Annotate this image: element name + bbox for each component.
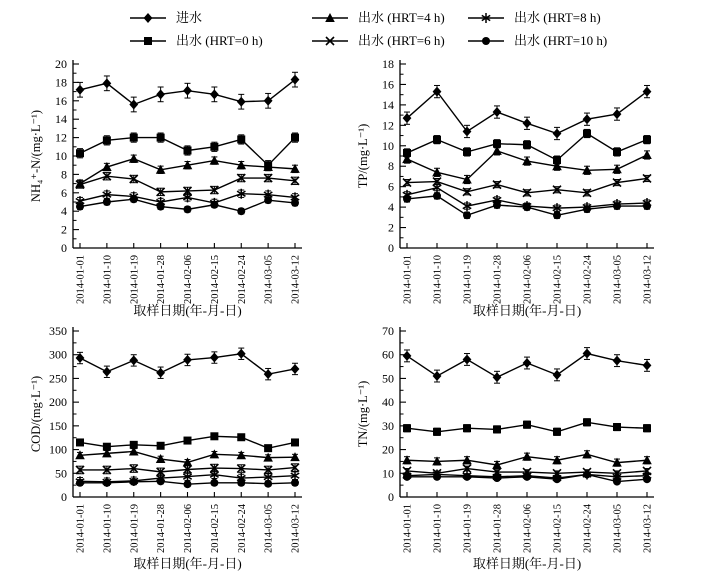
marker-diamond-icon	[76, 85, 85, 95]
y-tick-label: 100	[49, 442, 67, 457]
marker-circle-icon	[184, 205, 192, 213]
x-tick-label: 2014-02-24	[582, 255, 594, 304]
y-tick-label: 2	[61, 222, 67, 237]
marker-square-icon	[493, 425, 501, 433]
marker-diamond-icon	[210, 353, 219, 363]
marker-diamond-icon	[493, 372, 502, 382]
x-tick-label: 2014-03-12	[642, 504, 654, 553]
legend-label: 出水 (HRT=8 h)	[514, 10, 601, 25]
marker-circle-icon	[493, 474, 501, 482]
subplot-tn	[352, 319, 705, 582]
y-tick-label: 16	[382, 77, 394, 92]
y-tick-label: 12	[382, 118, 394, 133]
marker-square-icon	[76, 149, 84, 157]
marker-square-icon	[130, 134, 138, 142]
marker-circle-icon	[130, 478, 138, 486]
x-tick-label: 2014-01-01	[75, 504, 87, 553]
marker-square-icon	[103, 136, 111, 144]
marker-circle-icon	[403, 195, 411, 203]
marker-triangle-icon	[522, 452, 532, 461]
series-triangle	[75, 154, 300, 188]
legend-label: 出水 (HRT=0 h)	[176, 33, 263, 48]
marker-circle-icon	[237, 479, 245, 487]
marker-circle-icon	[583, 470, 591, 478]
marker-diamond-icon	[291, 75, 300, 85]
marker-triangle-icon	[582, 449, 592, 458]
y-tick-label: 16	[55, 93, 67, 108]
legend-key-square	[130, 34, 168, 48]
subplot-tp	[352, 56, 705, 319]
x-tick-label: 2014-01-01	[402, 504, 414, 553]
x-tick-label: 2014-02-15	[552, 504, 564, 553]
marker-triangle-icon	[129, 154, 139, 163]
marker-circle-icon	[482, 37, 490, 45]
x-tick-label: 2014-03-12	[290, 504, 302, 553]
marker-circle-icon	[433, 473, 441, 481]
marker-square-icon	[184, 146, 192, 154]
y-tick-label: 14	[55, 112, 67, 127]
marker-diamond-icon	[463, 354, 472, 364]
marker-diamond-icon	[493, 107, 502, 117]
chart-legend	[0, 0, 705, 56]
y-axis-label: TN/(mg·L⁻¹)	[356, 380, 370, 448]
y-tick-label: 40	[382, 395, 394, 410]
y-tick-label: 20	[382, 442, 394, 457]
legend-item-diamond	[130, 9, 202, 27]
legend-item-triangle	[312, 9, 445, 27]
marker-circle-icon	[184, 480, 192, 488]
marker-circle-icon	[210, 479, 218, 487]
y-tick-label: 4	[388, 200, 394, 215]
y-axis-label: COD/(mg·L⁻¹)	[29, 375, 43, 453]
y-tick-label: 12	[55, 130, 67, 145]
marker-square-icon	[463, 424, 471, 432]
x-tick-label: 2014-02-24	[582, 504, 594, 553]
y-tick-label: 150	[49, 418, 67, 433]
legend-item-square	[130, 32, 263, 50]
marker-square-icon	[291, 134, 299, 142]
marker-square-icon	[291, 438, 299, 446]
x-axis-label: 取样日期(年-月-日)	[472, 303, 582, 318]
x-tick-label: 2014-03-12	[290, 255, 302, 304]
x-tick-label: 2014-01-28	[156, 504, 168, 553]
x-tick-label: 2014-02-06	[183, 255, 194, 304]
x-tick-label: 2014-03-05	[612, 255, 624, 304]
marker-circle-icon	[463, 473, 471, 481]
marker-circle-icon	[76, 479, 84, 487]
marker-diamond-icon	[237, 97, 246, 107]
marker-triangle-icon	[642, 150, 652, 159]
marker-diamond-icon	[291, 364, 300, 374]
y-tick-label: 50	[382, 371, 394, 386]
marker-diamond-icon	[129, 99, 138, 109]
marker-circle-icon	[583, 205, 591, 213]
x-tick-label: 2014-02-06	[183, 504, 194, 553]
marker-triangle-icon	[432, 167, 442, 176]
marker-square-icon	[157, 442, 165, 450]
marker-circle-icon	[264, 480, 272, 488]
marker-diamond-icon	[156, 89, 165, 99]
y-tick-label: 20	[55, 57, 67, 71]
x-axis-label: 取样日期(年-月-日)	[133, 303, 242, 318]
x-tick-label: 2014-03-12	[642, 255, 654, 304]
marker-circle-icon	[433, 192, 441, 200]
marker-square-icon	[144, 37, 152, 45]
marker-circle-icon	[643, 475, 651, 483]
marker-square-icon	[613, 148, 621, 156]
marker-circle-icon	[523, 203, 531, 211]
marker-diamond-icon	[553, 370, 562, 380]
legend-item-circle	[468, 32, 607, 50]
y-tick-label: 0	[61, 241, 67, 255]
marker-circle-icon	[523, 473, 531, 481]
y-tick-label: 0	[388, 241, 394, 255]
y-tick-label: 350	[49, 324, 67, 338]
y-axis-label: NH₄⁺-N/(mg·L⁻¹)	[29, 109, 43, 203]
legend-key-asterisk	[468, 11, 506, 25]
marker-circle-icon	[553, 211, 561, 219]
marker-diamond-icon	[643, 87, 652, 97]
y-tick-label: 8	[61, 167, 67, 182]
y-tick-label: 10	[55, 149, 67, 163]
x-tick-label: 2014-01-19	[129, 504, 141, 553]
marker-circle-icon	[613, 478, 621, 486]
marker-square-icon	[583, 418, 591, 426]
marker-circle-icon	[264, 196, 272, 204]
y-tick-label: 10	[382, 138, 394, 153]
legend-item-x	[312, 32, 445, 50]
legend-label: 出水 (HRT=10 h)	[514, 33, 608, 48]
marker-square-icon	[264, 444, 272, 452]
marker-circle-icon	[130, 195, 138, 203]
marker-square-icon	[463, 148, 471, 156]
x-tick-label: 2014-02-24	[236, 504, 248, 553]
marker-square-icon	[523, 421, 531, 429]
marker-square-icon	[433, 428, 441, 436]
marker-diamond-icon	[102, 367, 111, 377]
legend-key-x	[312, 34, 350, 48]
marker-diamond-icon	[403, 351, 412, 361]
marker-square-icon	[643, 424, 651, 432]
x-tick-label: 2014-03-05	[263, 504, 275, 553]
subplot-cod	[0, 319, 352, 582]
marker-square-icon	[643, 136, 651, 144]
marker-circle-icon	[553, 475, 561, 483]
series-square	[76, 432, 299, 452]
marker-diamond-icon	[433, 371, 442, 381]
marker-circle-icon	[237, 207, 245, 215]
legend-key-diamond	[130, 11, 168, 25]
marker-square-icon	[433, 136, 441, 144]
subplot-nh4n	[0, 56, 352, 319]
x-tick-label: 2014-01-28	[492, 504, 504, 553]
x-tick-label: 2014-01-28	[156, 255, 168, 304]
x-tick-label: 2014-01-19	[129, 255, 141, 304]
y-tick-label: 18	[382, 57, 394, 71]
series-diamond	[76, 72, 300, 112]
x-tick-label: 2014-02-24	[236, 255, 248, 304]
marker-diamond-icon	[129, 355, 138, 365]
marker-circle-icon	[157, 203, 165, 211]
marker-circle-icon	[463, 211, 471, 219]
y-tick-label: 18	[55, 75, 67, 90]
marker-diamond-icon	[613, 356, 622, 366]
marker-circle-icon	[613, 202, 621, 210]
y-axis-label: TP/(mg·L⁻¹)	[356, 123, 370, 189]
x-tick-label: 2014-03-05	[612, 504, 624, 553]
y-tick-label: 30	[382, 418, 394, 433]
y-tick-label: 250	[49, 371, 67, 386]
legend-label: 出水 (HRT=4 h)	[358, 10, 445, 25]
x-tick-label: 2014-01-01	[75, 255, 87, 304]
marker-square-icon	[237, 135, 245, 143]
marker-square-icon	[157, 134, 165, 142]
y-tick-label: 50	[55, 466, 67, 481]
marker-diamond-icon	[264, 369, 273, 379]
marker-diamond-icon	[237, 349, 246, 359]
marker-diamond-icon	[523, 358, 532, 368]
x-tick-label: 2014-01-10	[432, 504, 444, 553]
x-tick-label: 2014-01-19	[462, 504, 474, 553]
marker-diamond-icon	[264, 96, 273, 106]
x-axis-label: 取样日期(年-月-日)	[472, 556, 582, 571]
marker-circle-icon	[210, 201, 218, 209]
x-tick-label: 2014-01-10	[102, 255, 114, 304]
marker-square-icon	[210, 143, 218, 151]
x-tick-label: 2014-02-06	[522, 255, 534, 304]
marker-circle-icon	[103, 198, 111, 206]
marker-square-icon	[583, 130, 591, 138]
x-tick-label: 2014-03-05	[263, 255, 275, 304]
y-tick-label: 6	[388, 179, 394, 194]
marker-square-icon	[553, 428, 561, 436]
marker-triangle-icon	[642, 455, 652, 464]
y-tick-label: 0	[388, 490, 394, 504]
x-tick-label: 2014-01-28	[492, 255, 504, 304]
x-tick-label: 2014-01-19	[462, 255, 474, 304]
marker-square-icon	[403, 424, 411, 432]
series-diamond	[403, 348, 652, 384]
legend-key-triangle	[312, 11, 350, 25]
marker-diamond-icon	[183, 86, 192, 96]
marker-diamond-icon	[643, 360, 652, 370]
marker-triangle-icon	[210, 156, 220, 165]
marker-square-icon	[184, 437, 192, 445]
marker-circle-icon	[493, 201, 501, 209]
marker-circle-icon	[76, 203, 84, 211]
series-square	[403, 418, 651, 435]
y-tick-label: 14	[382, 97, 394, 112]
x-tick-label: 2014-01-01	[402, 255, 414, 304]
x-tick-label: 2014-02-15	[209, 504, 221, 553]
marker-circle-icon	[157, 477, 165, 485]
marker-square-icon	[237, 433, 245, 441]
y-tick-label: 70	[382, 324, 394, 338]
marker-diamond-icon	[613, 109, 622, 119]
y-tick-label: 6	[61, 185, 67, 200]
marker-diamond-icon	[583, 349, 592, 359]
marker-diamond-icon	[583, 114, 592, 124]
series-diamond	[403, 85, 652, 139]
marker-circle-icon	[403, 473, 411, 481]
y-tick-label: 200	[49, 395, 67, 410]
marker-diamond-icon	[553, 129, 562, 139]
series-triangle	[402, 449, 652, 469]
legend-label: 进水	[176, 10, 203, 25]
x-tick-label: 2014-01-10	[432, 255, 444, 304]
y-tick-label: 60	[382, 347, 394, 362]
marker-diamond-icon	[210, 89, 219, 99]
marker-circle-icon	[103, 479, 111, 487]
x-tick-label: 2014-02-15	[209, 255, 221, 304]
y-tick-label: 300	[49, 347, 67, 362]
y-tick-label: 4	[61, 204, 67, 219]
x-tick-label: 2014-01-10	[102, 504, 114, 553]
legend-key-circle	[468, 34, 506, 48]
marker-square-icon	[523, 141, 531, 149]
x-tick-label: 2014-02-15	[552, 255, 564, 304]
x-axis-label: 取样日期(年-月-日)	[133, 556, 242, 571]
legend-label: 出水 (HRT=6 h)	[358, 33, 445, 48]
series-diamond	[76, 348, 300, 380]
charts-grid	[0, 56, 705, 582]
marker-diamond-icon	[156, 368, 165, 378]
y-tick-label: 0	[61, 490, 67, 504]
legend-item-asterisk	[468, 9, 601, 27]
marker-circle-icon	[291, 479, 299, 487]
marker-circle-icon	[643, 202, 651, 210]
x-tick-label: 2014-02-06	[522, 504, 534, 553]
y-tick-label: 2	[388, 220, 394, 235]
y-tick-label: 10	[382, 466, 394, 481]
marker-diamond-icon	[144, 13, 153, 23]
marker-square-icon	[210, 432, 218, 440]
marker-square-icon	[76, 438, 84, 446]
marker-diamond-icon	[183, 355, 192, 365]
marker-diamond-icon	[523, 118, 532, 128]
y-tick-label: 8	[388, 159, 394, 174]
marker-diamond-icon	[102, 78, 111, 88]
marker-square-icon	[613, 423, 621, 431]
marker-circle-icon	[291, 199, 299, 207]
